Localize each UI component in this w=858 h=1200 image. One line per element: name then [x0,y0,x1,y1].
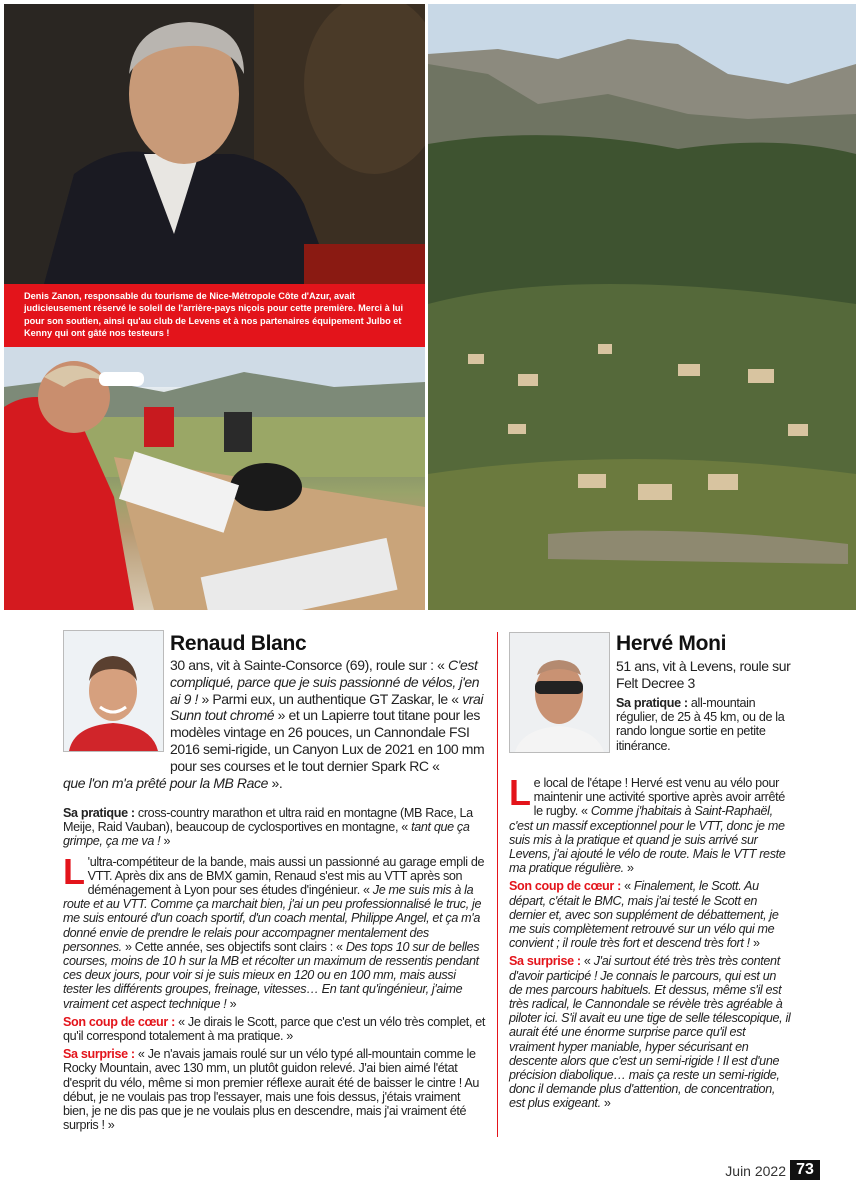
herve-portrait [509,632,610,753]
herve-practice-block [616,696,796,753]
renaud-body-quote-2: Des tops 10 sur de belles courses, moins de 10 h sur la MB et récolter un maximum de ressentis pendant ces deux jours, pour voir si je suis mieux en 120 ou en 100 mm, mais aussi tester les différents groupes, freinage, vitesses… En tant qu'ingénieur, j'aime vraiment cet aspect technique ! [63,939,480,1011]
herve-name: Hervé Moni [616,632,727,655]
photo-registration [4,347,425,610]
herve-body-part-2: » [623,861,634,876]
footer-date: Juin 2022 [725,1163,786,1179]
herve-surprise-quote: J'ai surtout été très très très content d'avoir participé ! Je connais le parcours, qui est un de mes parcours habituels. Et dessus, même s'il est très radical, le Cannondale se révèle très agréable à piloter ici. S'il avait eu une tige de selle télescopique, il aurait été une énorme surprise parce qu'il est vraiment hyper maniable, hyper sécurisant en descente alors que c'est un semi-rigide ! Il est d'une précision diabolique… mais ça reste un semi-rigide, donc il demande plus d'attention, de concentration, est plus exigeant. [509,954,791,1111]
renaud-name: Renaud Blanc [170,632,307,655]
renaud-intro-part-4: ». [267,775,283,791]
renaud-intro-quote-2: vrai Sunn tout chromé [170,690,484,724]
herve-practice [616,696,796,753]
renaud-coeur-label: Son coup de cœur : [63,1014,175,1029]
renaud-practice [63,806,488,849]
herve-body-paragraph [509,772,791,876]
renaud-intro [170,657,485,775]
renaud-intro-continued [63,775,483,792]
renaud-body-paragraph [63,850,488,1011]
renaud-body [63,806,488,1132]
herve-intro-text: 51 ans, vit à Levens, roule sur Felt Decree 3 [616,658,791,691]
herve-surprise [509,954,791,1110]
renaud-coeur-text: « Je dirais le Scott, parce que c'est un vélo très complet, et qu'il correspond totalement à ma pratique. » [63,1014,486,1044]
renaud-practice-quote: tant que ça grimpe, ça me va ! [63,820,470,849]
renaud-practice-label: Sa pratique : [63,806,135,820]
renaud-intro-part-3: » et un Lapierre tout titane pour les modèles vintage en 26 pouces, un Cannondale FSI 2016 semi-rigide, un Canyon Lux de 2021 en 100 mm pour ses courses et le tout dernier Spark RC « [170,707,485,774]
renaud-intro-text [170,657,485,775]
photo-landscape-illustration [428,4,856,610]
page-number: 73 [790,1160,820,1180]
photo-registration-illustration [4,347,425,610]
herve-coeur-close: » [749,936,760,951]
photo-caption [4,284,425,347]
herve-body [509,772,791,1111]
herve-dropcap: L [509,772,531,813]
herve-coup-de-coeur [509,879,791,950]
herve-surprise-close: » [600,1096,611,1111]
herve-body-part-1: e local de l'étape ! Hervé est venu au vélo pour maintenir une activité sportive après avoir arrêté le rugby. « [533,776,785,819]
renaud-practice-end: » [160,834,171,849]
renaud-surprise-label: Sa surprise : [63,1047,135,1062]
herve-coeur-label: Son coup de cœur : [509,879,621,894]
renaud-practice-text: cross-country marathon et ultra raid en montagne (MB Race, La Meije, Raid Vauban), beaucoup de cyclosportives en montagne, « [63,806,473,835]
herve-practice-text: all-mountain régulier, de 25 à 45 km, ou de la rando longue sortie en petite itinérance. [616,696,785,753]
photo-landscape-levens [428,4,856,610]
photo-caption-text: Denis Zanon, responsable du tourisme de Nice-Métropole Côte d'Azur, avait judicieusement réservé le soleil de l'arrière-pays niçois pour cette première. Merci à lui pour son soutien, ainsi qu'au club de Levens et à nos partenaires équipement Julbo et Kenny qui ont gâté nos testeurs ! [24,291,404,339]
herve-coeur-open: « [620,879,634,894]
column-divider [497,632,498,1137]
renaud-intro-part-2: » Parmi eux, un authentique GT Zaskar, le « [197,690,463,707]
herve-intro [616,658,796,692]
herve-coeur-quote: Finalement, le Scott. Au départ, c'était le BMC, mais j'ai testé le Scott en dernier et, avec son supplément de débattement, je me suis complètement retrouvé sur un vélo qui me convient ; il roule très fort et descend très fort ! [509,879,779,951]
renaud-body-part-1: 'ultra-compétiteur de la bande, mais aussi un passionné au garage empli de VTT. Après dix ans de BMX gamin, Renaud s'est mis au VTT après son déménagement à Lyon pour ses études d'ingénieur. « [87,854,485,898]
renaud-surprise-text: « Je n'avais jamais roulé sur un vélo typé all-mountain comme le Rocky Mountain, avec 130 mm, un plutôt guidon relevé. J'ai bien aimé l'état d'esprit du vélo, même si mon premier réflexe aurait été de baisser le cintre ! Au début, je ne voulais pas trop l'essayer, mais une fois dessus, j'étais vraiment bien, je ne dis pas que je ne voulais plus en descendre, mais j'ai vraiment été surpris ! » [63,1047,480,1133]
herve-practice-label: Sa pratique : [616,696,688,710]
photo-denis-zanon [4,4,425,284]
renaud-intro-part-1: 30 ans, vit à Sainte-Consorce (69), roule sur : « [170,657,449,673]
renaud-dropcap: L [63,850,85,892]
renaud-body-quote-1: Je me suis mis à la route et au VTT. Comme ça marchait bien, j'ai un peu professionnalisé le truc, je me suis entouré d'un coach sportif, d'un coach mental, Philippe Angel, et ça m'a donné envie de prendre le relais pour accompagner mentalement des personnes. [63,883,482,954]
renaud-intro-quote-3: que l'on m'a prêté pour la MB Race [63,775,268,791]
renaud-portrait-illustration [64,631,163,751]
renaud-intro-quote-1: C'est compliqué, parce que je suis passionné de vélos, j'en ai 9 ! [170,657,480,707]
herve-surprise-open: « [580,954,594,969]
renaud-portrait [63,630,164,752]
herve-body-quote-1: Comme j'habitais à Saint-Raphaël, c'est un massif exceptionnel pour le VTT, donc je me suis mis à la pratique et quand je suis arrivé sur Levens, j'ai ajouté le vélo de route. Mais le VTT reste ma pratique régulière. [509,804,786,876]
herve-portrait-illustration [510,633,609,752]
herve-surprise-label: Sa surprise : [509,954,581,969]
renaud-body-part-3: » [226,996,237,1011]
photo-denis-zanon-illustration [4,4,425,284]
renaud-coup-de-coeur [63,1015,488,1043]
renaud-body-part-2: » Cette année, ses objectifs sont clairs : « [121,939,346,954]
renaud-surprise [63,1047,488,1132]
